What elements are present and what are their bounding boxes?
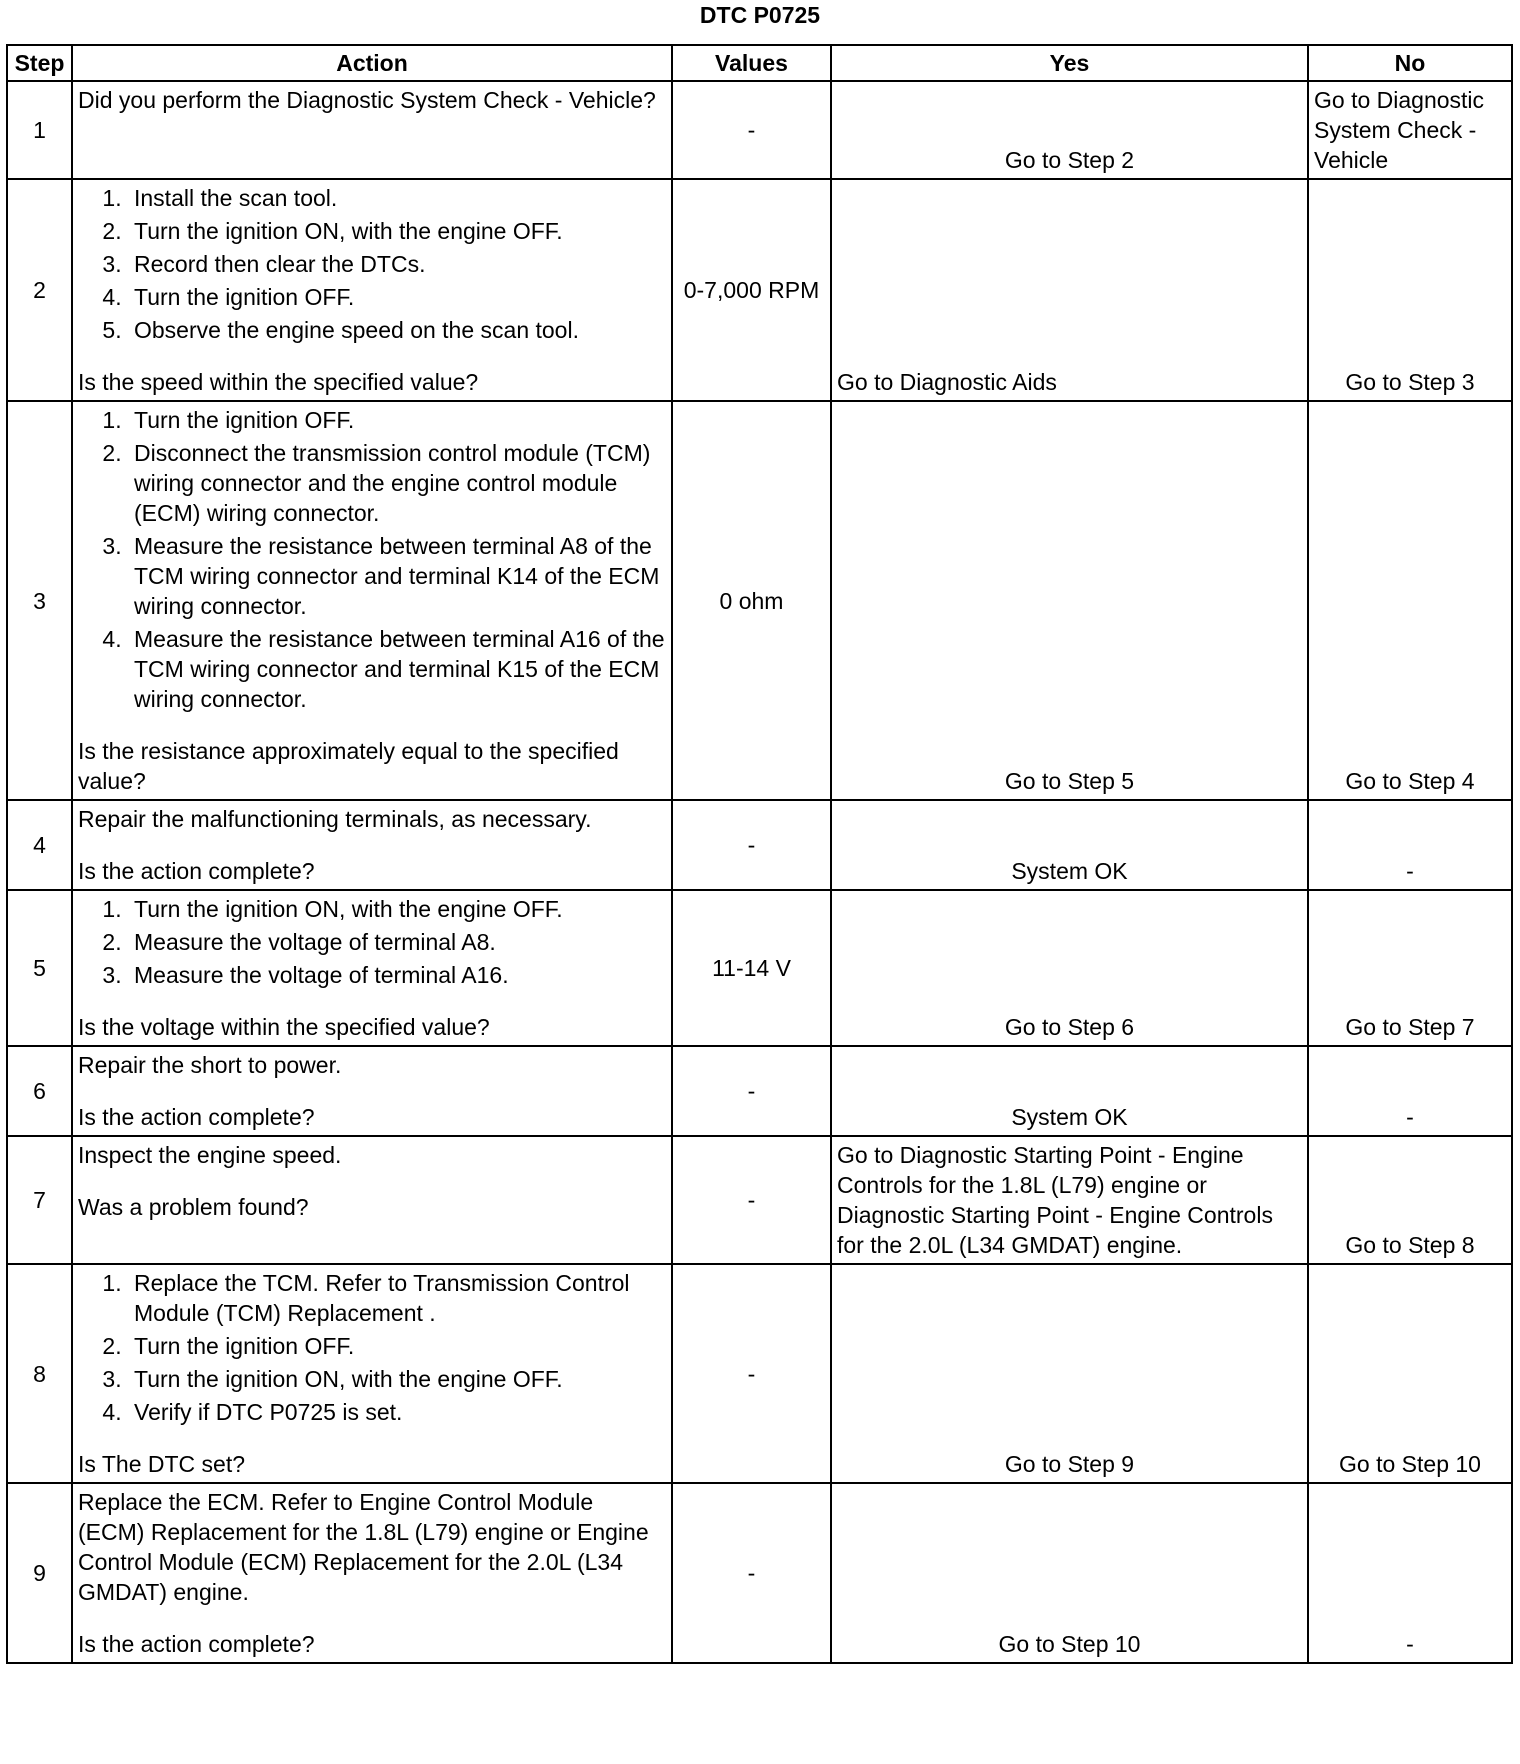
table-row — [7, 1046, 1512, 1136]
action-text: Did you perform the Diagnostic System Check - Vehicle? — [78, 87, 656, 113]
action-step-list — [78, 183, 666, 345]
action-question: Is the action complete? — [78, 1631, 315, 1657]
value-cell: 0 ohm — [672, 401, 831, 800]
no-cell: Go to Step 10 — [1308, 1264, 1512, 1483]
page-title: DTC P0725 — [699, 2, 821, 28]
header-no: No — [1308, 45, 1512, 81]
action-step: 1. Turn the ignition OFF. — [128, 405, 666, 435]
no-cell: Go to Step 8 — [1308, 1136, 1512, 1264]
action-step: 3. Measure the resistance between terminal A8 of the TCM wiring connector and terminal K14 of the ECM wiring connector. — [128, 531, 666, 621]
action-cell — [72, 800, 672, 890]
action-text: Repair the malfunctioning terminals, as necessary. — [78, 806, 592, 832]
action-step: 4. Turn the ignition OFF. — [128, 282, 666, 312]
action-step: 2. Disconnect the transmission control module (TCM) wiring connector and the engine control module (ECM) wiring connector. — [128, 438, 666, 528]
action-text: Inspect the engine speed. — [78, 1142, 342, 1168]
yes-cell: System OK — [831, 800, 1308, 890]
table-row — [7, 179, 1512, 401]
action-question: Is The DTC set? — [78, 1451, 246, 1477]
action-step: 2. Turn the ignition OFF. — [128, 1331, 666, 1361]
action-step-list — [78, 405, 666, 714]
action-step: 2. Measure the voltage of terminal A8. — [128, 927, 666, 957]
yes-cell: Go to Diagnostic Aids — [831, 179, 1308, 401]
value-cell: - — [672, 81, 831, 179]
no-cell: Go to Step 3 — [1308, 179, 1512, 401]
table-row — [7, 401, 1512, 800]
yes-cell: Go to Step 10 — [831, 1483, 1308, 1663]
no-cell: Go to Step 4 — [1308, 401, 1512, 800]
action-cell — [72, 1136, 672, 1264]
step-number: 3 — [7, 401, 72, 800]
action-step: 1. Turn the ignition ON, with the engine OFF. — [128, 894, 666, 924]
action-step: 4. Verify if DTC P0725 is set. — [128, 1397, 666, 1427]
action-cell — [72, 1046, 672, 1136]
action-cell — [72, 401, 672, 800]
step-number: 9 — [7, 1483, 72, 1663]
value-cell: 0-7,000 RPM — [672, 179, 831, 401]
table-row — [7, 1136, 1512, 1264]
no-cell: - — [1308, 1046, 1512, 1136]
action-question: Was a problem found? — [78, 1194, 309, 1220]
yes-cell: Go to Diagnostic Starting Point - Engine Controls for the 1.8L (L79) engine or Diagnostic Starting Point - Engine Controls for the 2.0L (L34 GMDAT) engine. — [831, 1136, 1308, 1264]
table-row — [7, 1264, 1512, 1483]
action-question: Is the voltage within the specified value? — [78, 1014, 490, 1040]
action-question: Is the action complete? — [78, 858, 315, 884]
action-step-list — [78, 1268, 666, 1427]
action-text: Replace the ECM. Refer to Engine Control Module (ECM) Replacement for the 1.8L (L79) engine or Engine Control Module (ECM) Replacement for the 2.0L (L34 GMDAT) engine. — [78, 1489, 649, 1605]
header-yes: Yes — [831, 45, 1308, 81]
header-step: Step — [7, 45, 72, 81]
action-cell — [72, 1483, 672, 1663]
header-row — [7, 45, 1512, 81]
action-text: Repair the short to power. — [78, 1052, 342, 1078]
table-row — [7, 81, 1512, 179]
no-cell: - — [1308, 1483, 1512, 1663]
action-step: 1. Replace the TCM. Refer to Transmission Control Module (TCM) Replacement . — [128, 1268, 666, 1328]
header-values: Values — [672, 45, 831, 81]
action-question: Is the resistance approximately equal to the specified value? — [78, 738, 619, 794]
value-cell: - — [672, 1046, 831, 1136]
yes-cell: Go to Step 5 — [831, 401, 1308, 800]
action-step: 2. Turn the ignition ON, with the engine OFF. — [128, 216, 666, 246]
header-action: Action — [72, 45, 672, 81]
step-number: 1 — [7, 81, 72, 179]
no-cell: Go to Diagnostic System Check - Vehicle — [1308, 81, 1512, 179]
action-step: 3. Turn the ignition ON, with the engine OFF. — [128, 1364, 666, 1394]
action-cell — [72, 179, 672, 401]
step-number: 5 — [7, 890, 72, 1046]
table-row — [7, 890, 1512, 1046]
action-step: 5. Observe the engine speed on the scan tool. — [128, 315, 666, 345]
step-number: 4 — [7, 800, 72, 890]
yes-cell: Go to Step 2 — [831, 81, 1308, 179]
no-cell: Go to Step 7 — [1308, 890, 1512, 1046]
value-cell: - — [672, 800, 831, 890]
table-row — [7, 1483, 1512, 1663]
action-step: 3. Record then clear the DTCs. — [128, 249, 666, 279]
no-cell: - — [1308, 800, 1512, 890]
action-question: Is the action complete? — [78, 1104, 315, 1130]
value-cell: 11-14 V — [672, 890, 831, 1046]
value-cell: - — [672, 1264, 831, 1483]
action-cell — [72, 890, 672, 1046]
yes-cell: Go to Step 6 — [831, 890, 1308, 1046]
step-number: 7 — [7, 1136, 72, 1264]
action-step: 4. Measure the resistance between terminal A16 of the TCM wiring connector and terminal K15 of the ECM wiring connector. — [128, 624, 666, 714]
diagnostic-table — [6, 44, 1513, 1664]
yes-cell: Go to Step 9 — [831, 1264, 1308, 1483]
step-number: 8 — [7, 1264, 72, 1483]
step-number: 2 — [7, 179, 72, 401]
action-cell — [72, 1264, 672, 1483]
step-number: 6 — [7, 1046, 72, 1136]
table-row — [7, 800, 1512, 890]
yes-cell: System OK — [831, 1046, 1308, 1136]
value-cell: - — [672, 1136, 831, 1264]
action-question: Is the speed within the specified value? — [78, 369, 479, 395]
action-step-list — [78, 894, 666, 990]
action-cell — [72, 81, 672, 179]
value-cell: - — [672, 1483, 831, 1663]
action-step: 1. Install the scan tool. — [128, 183, 666, 213]
action-step: 3. Measure the voltage of terminal A16. — [128, 960, 666, 990]
